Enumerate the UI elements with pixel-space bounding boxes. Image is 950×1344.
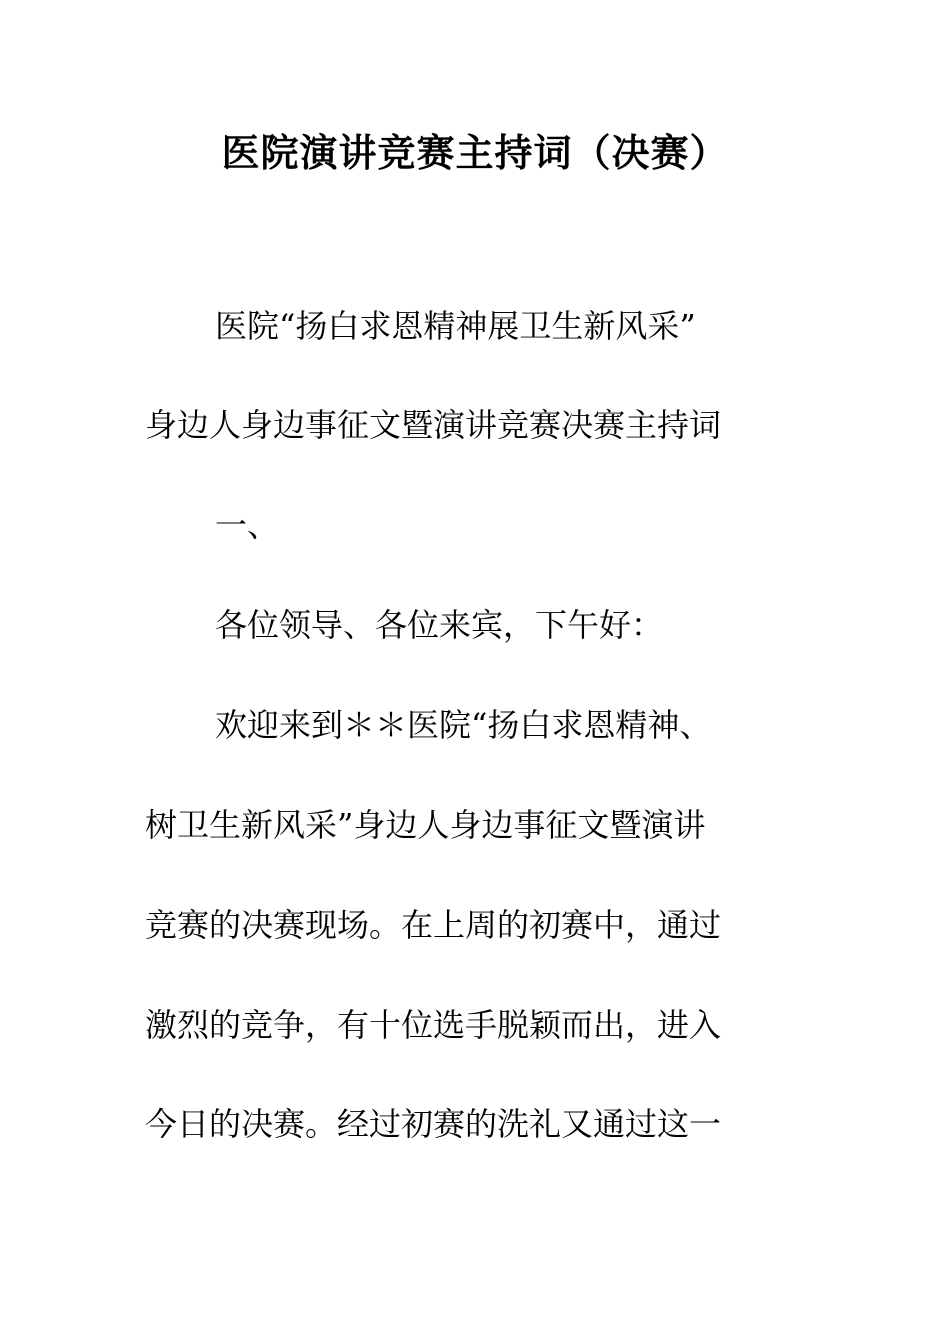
- document-title: 医院演讲竞赛主持词（决赛）: [221, 130, 729, 175]
- paragraph-line: 树卫生新风采”身边人身边事征文暨演讲: [145, 806, 706, 844]
- paragraph-line: 激烈的竞争，有十位选手脱颖而出，进入: [145, 1006, 722, 1044]
- paragraph-line: 欢迎来到＊＊医院“扬白求恩精神、: [215, 706, 712, 744]
- paragraph-line: 今日的决赛。经过初赛的洗礼又通过这一: [145, 1105, 722, 1143]
- paragraph-line: 身边人身边事征文暨演讲竞赛决赛主持词: [145, 406, 722, 444]
- section-heading: 一、: [215, 506, 280, 544]
- greeting-line: 各位领导、各位来宾，下午好：: [215, 606, 664, 644]
- paragraph-line: 医院“扬白求恩精神展卫生新风采”: [215, 307, 696, 345]
- paragraph-line: 竞赛的决赛现场。在上周的初赛中，通过: [145, 906, 722, 944]
